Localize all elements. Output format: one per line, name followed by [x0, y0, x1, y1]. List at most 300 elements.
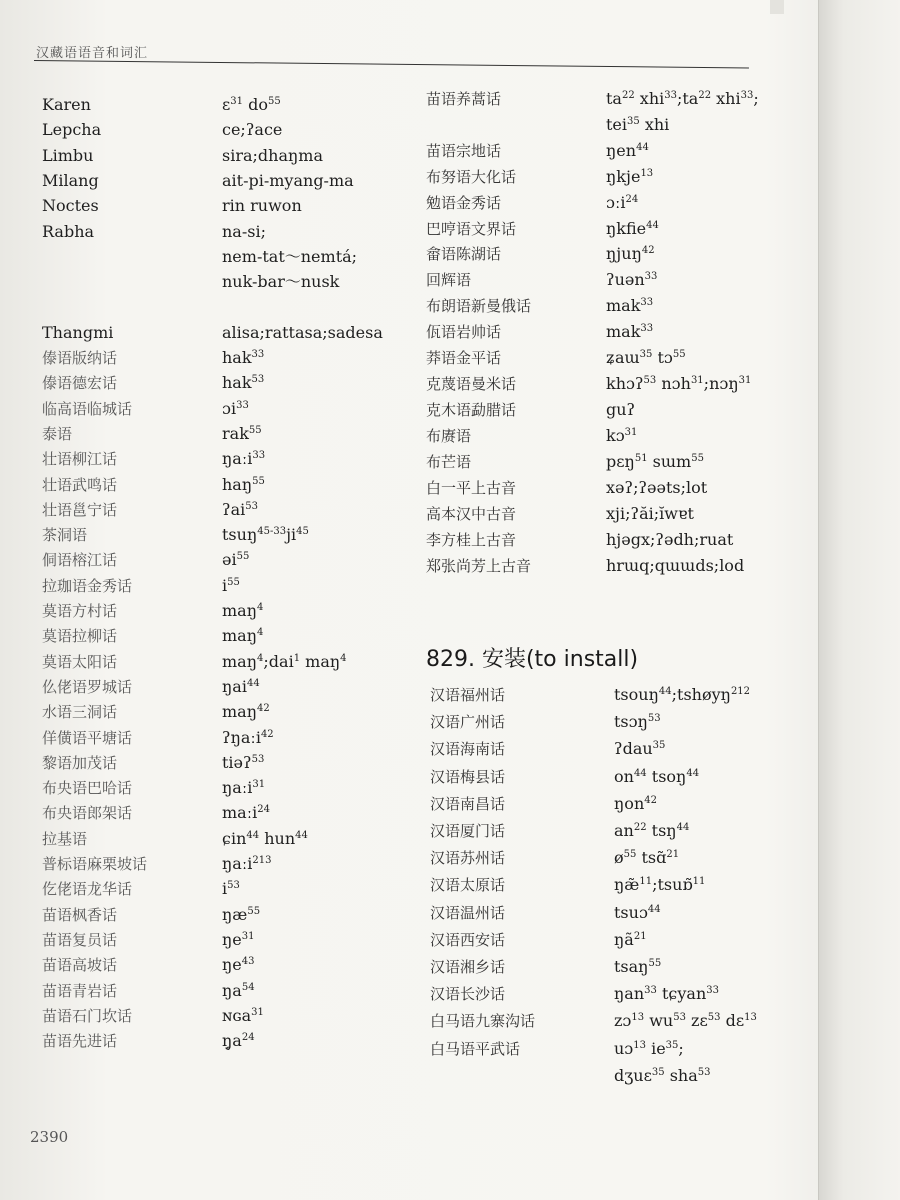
form-text: maŋ — [222, 702, 258, 722]
language-name: 拉基语 — [42, 829, 88, 848]
form-text: hak — [222, 348, 252, 367]
form-text: ji — [286, 525, 297, 545]
form-text: ta — [606, 89, 622, 108]
tone-number: 33 — [644, 271, 658, 282]
form-text: ŋaːi — [222, 449, 253, 469]
language-name: Milang — [42, 170, 99, 190]
form-text: an — [614, 821, 634, 840]
form-text: tsoŋ — [646, 766, 687, 786]
page-number: 2390 — [30, 1128, 69, 1146]
language-name: 佤语岩帅话 — [426, 323, 502, 341]
form-text: ŋæ — [222, 904, 248, 924]
form-text: xhi — [639, 115, 670, 134]
language-name: 莫语拉柳话 — [42, 627, 118, 646]
language-name: 佯僙语平塘话 — [42, 728, 133, 747]
tone-number: 44 — [676, 822, 690, 833]
form-text: ŋæ̃ — [614, 875, 640, 895]
tone-number: 21 — [633, 930, 647, 942]
language-name: Noctes — [42, 196, 99, 216]
word-form — [606, 451, 704, 473]
tone-number: 55 — [672, 349, 686, 360]
form-text: sha — [664, 1065, 698, 1085]
tone-number: 1 — [293, 652, 301, 664]
tone-number: 33 — [251, 349, 265, 360]
tone-number: 11 — [692, 876, 706, 888]
tone-number: 4 — [340, 652, 347, 664]
tone-number: 13 — [633, 1039, 646, 1051]
tone-number: 55 — [691, 453, 704, 464]
language-name: 布芒语 — [426, 453, 472, 471]
form-text: nɔh — [656, 374, 691, 393]
tone-number: 53 — [707, 1012, 721, 1024]
form-text: ø — [614, 848, 624, 868]
language-name: 苗语复员话 — [42, 930, 118, 949]
language-name: 莽语金平话 — [426, 349, 502, 367]
language-name: 苗语枫香话 — [42, 905, 118, 924]
language-name: 苗语先进话 — [42, 1032, 118, 1051]
word-form — [222, 802, 270, 824]
form-text: ŋe — [222, 929, 242, 949]
language-name: 泰语 — [42, 424, 73, 443]
word-form — [222, 954, 255, 976]
word-form — [222, 575, 240, 597]
word-form — [222, 1005, 264, 1027]
word-form — [222, 878, 240, 900]
language-name: 汉语西安话 — [430, 930, 506, 949]
form-text: ɔːi — [606, 193, 626, 212]
form-text: tsŋ — [646, 821, 677, 840]
page-edge — [818, 0, 900, 1200]
word-form — [606, 269, 657, 291]
language-name: 白马语平武话 — [430, 1039, 521, 1058]
tone-number: 53 — [245, 500, 258, 512]
tone-number: 44 — [636, 142, 649, 153]
tone-number: 31 — [251, 1006, 264, 1018]
form-text: ;tshøyŋ — [671, 685, 731, 704]
form-text: tsɔŋ — [614, 712, 648, 732]
tone-number: 33 — [640, 323, 654, 334]
tone-number: 35 — [652, 740, 666, 752]
tone-number: 35 — [639, 349, 653, 360]
tone-number: 31 — [690, 375, 704, 386]
language-name: 巴哼语文界话 — [426, 220, 517, 238]
language-name: 苗语宗地话 — [426, 142, 502, 160]
language-name: 汉语南昌话 — [430, 794, 506, 813]
tone-number: 33 — [644, 985, 657, 997]
form-text: ʔai — [222, 499, 246, 519]
language-name: 临高语临城话 — [42, 399, 133, 418]
word-form — [606, 321, 653, 343]
word-form — [606, 243, 655, 265]
form-text: ; — [753, 89, 759, 108]
tone-number: 55 — [623, 849, 637, 861]
tone-number: 44 — [246, 829, 260, 841]
tone-number: 31 — [241, 930, 255, 942]
form-text: haŋ — [222, 474, 253, 494]
language-name: 回辉语 — [426, 271, 472, 289]
language-name: 布赓语 — [426, 427, 472, 445]
form-text: rak — [222, 423, 249, 443]
tone-number: 33 — [706, 985, 719, 997]
form-text: ŋen — [606, 141, 637, 160]
language-name: 苗语石门坎话 — [42, 1006, 133, 1025]
language-name: 高本汉中古音 — [426, 505, 517, 523]
form-text: xhi — [634, 89, 665, 108]
form-text: ŋa — [222, 980, 242, 1000]
language-name: 壮语武鸣话 — [42, 475, 118, 494]
language-name: 克木语勐腊话 — [426, 401, 517, 419]
form-text: tɕyan — [656, 984, 707, 1004]
form-text: ɕin — [222, 828, 247, 848]
word-form — [222, 777, 265, 799]
word-form — [606, 373, 751, 395]
word-form — [222, 904, 260, 926]
word-form — [222, 322, 383, 344]
word-form — [222, 929, 255, 951]
form-text: ;nɔŋ — [703, 374, 739, 393]
form-text: sira;dhaŋma — [222, 145, 324, 165]
word-form — [222, 372, 264, 394]
form-text: tɔ — [652, 348, 673, 367]
word-form — [606, 529, 733, 551]
tone-number: 33 — [664, 90, 677, 101]
word-form — [614, 1010, 757, 1032]
form-text: ;tsuɒ̃ — [652, 875, 693, 895]
tone-number: 33 — [236, 399, 249, 411]
language-name: 苗语青岩话 — [42, 981, 118, 1000]
tone-number: 4 — [257, 602, 264, 613]
tone-number: 4 — [257, 652, 264, 664]
language-name: Limbu — [42, 145, 94, 165]
language-name: 汉语长沙话 — [430, 985, 506, 1004]
form-text: khɔʔ — [606, 374, 644, 393]
form-text: xji;ʔăi;ĭwɐt — [606, 504, 694, 523]
section-title: 829. 安装(to install) — [426, 647, 639, 672]
word-form — [222, 246, 357, 268]
tone-number: 45-33 — [257, 526, 287, 538]
form-text: dʒuɛ — [614, 1065, 652, 1085]
tone-number: 21 — [666, 849, 680, 861]
tone-number: 45 — [296, 526, 309, 538]
form-text: pɛŋ — [606, 452, 635, 471]
form-text: ;dai — [263, 651, 294, 671]
tone-number: 35 — [651, 1066, 665, 1078]
language-name: 傣语德宏话 — [42, 374, 118, 393]
word-form — [222, 347, 264, 369]
language-name: 布朗语新曼俄话 — [426, 297, 532, 315]
word-form — [614, 711, 661, 733]
tone-number: 44 — [686, 767, 700, 779]
tone-number: 22 — [633, 822, 647, 833]
tone-number: 22 — [621, 90, 635, 101]
word-form — [222, 980, 255, 1002]
form-text: dɛ — [720, 1011, 745, 1031]
form-text: do — [243, 95, 268, 114]
page-corner — [770, 0, 784, 14]
tone-number: 44 — [295, 829, 308, 841]
tone-number: 44 — [658, 686, 672, 697]
language-name: Lepcha — [42, 120, 102, 140]
word-form — [614, 738, 665, 760]
word-form — [222, 676, 260, 698]
form-text: maŋ — [222, 601, 258, 620]
word-form — [222, 423, 262, 445]
form-text: kɔ — [606, 426, 625, 445]
form-text: ŋai — [222, 676, 247, 696]
form-text: na-si; — [222, 221, 266, 241]
form-text: əi — [222, 550, 237, 570]
word-form — [222, 727, 274, 749]
form-text: ʑaɯ — [606, 348, 640, 367]
word-form — [606, 192, 638, 214]
word-form — [614, 1065, 710, 1087]
language-name: 侗语榕江话 — [42, 551, 118, 570]
form-text: nem-tat～nemtá; — [222, 246, 358, 266]
language-name: 汉语温州话 — [430, 903, 506, 922]
language-name: Thangmi — [42, 322, 114, 342]
language-name: 布央语郎架话 — [42, 804, 133, 823]
form-text: zɛ — [685, 1011, 708, 1031]
word-form — [606, 503, 694, 525]
word-form — [222, 448, 265, 470]
tone-number: 55 — [252, 475, 265, 487]
tone-number: 4 — [257, 627, 264, 639]
tone-number: 24 — [241, 1032, 255, 1044]
word-form — [606, 555, 744, 577]
form-text: i — [222, 879, 228, 899]
word-form — [222, 651, 347, 673]
form-text: tiəʔ — [222, 752, 252, 772]
tone-number: 11 — [639, 876, 653, 888]
form-text: ŋan — [614, 984, 645, 1004]
tone-number: 13 — [640, 168, 654, 179]
tone-number: 55 — [248, 424, 262, 436]
language-name: 李方桂上古音 — [426, 531, 517, 549]
form-text: ŋã — [614, 929, 634, 949]
form-text: hun — [259, 828, 296, 848]
form-text: tsuŋ — [222, 525, 258, 545]
word-form — [606, 140, 649, 162]
tone-number: 35 — [627, 116, 640, 127]
language-name: 莫语方村话 — [42, 602, 118, 620]
tone-number: 55 — [227, 576, 240, 588]
tone-number: 35 — [665, 1039, 679, 1051]
tone-number: 212 — [730, 686, 751, 697]
form-text: maːi — [222, 803, 258, 823]
form-text: ŋaːi — [222, 854, 253, 873]
tone-number: 31 — [624, 427, 638, 438]
form-text: hrɯq;qɯɯds;lod — [606, 556, 745, 575]
word-form — [606, 399, 635, 421]
language-name: 汉语广州话 — [430, 713, 506, 732]
word-form — [222, 94, 281, 116]
word-form — [614, 820, 689, 842]
language-name: 苗语高坡话 — [42, 956, 118, 975]
word-form — [614, 793, 657, 815]
word-form — [222, 221, 266, 243]
language-name: 仫佬语罗城话 — [42, 677, 133, 696]
word-form — [606, 218, 659, 240]
word-form — [614, 956, 661, 978]
form-text: ʔuən — [606, 270, 645, 289]
word-form — [222, 119, 282, 141]
form-text: hjəgx;ʔədh;ruat — [606, 530, 734, 549]
tone-number: 33 — [252, 450, 266, 462]
language-name: 勉语金秀话 — [426, 194, 502, 212]
tone-number: 53 — [673, 1012, 686, 1024]
form-text: ʔdau — [614, 739, 653, 759]
tone-number: 55 — [247, 905, 261, 917]
form-text: xhi — [711, 89, 741, 108]
language-name: 汉语太原话 — [430, 876, 506, 895]
form-text: ɔi — [222, 398, 237, 418]
tone-number: 42 — [257, 703, 270, 715]
word-form — [222, 271, 339, 293]
tone-number: 22 — [698, 90, 712, 101]
form-text: ɛ — [222, 95, 231, 114]
word-form — [606, 295, 653, 317]
word-form — [222, 701, 270, 723]
form-text: ŋe — [222, 955, 242, 975]
tone-number: 53 — [697, 1066, 711, 1078]
form-text: ŋkfie — [606, 219, 647, 238]
word-form — [606, 88, 759, 110]
tone-number: 55 — [268, 96, 281, 107]
form-text: xəʔ;ʔəəts;lot — [606, 478, 708, 497]
form-text: ŋ̥a — [222, 1031, 242, 1051]
word-form — [222, 499, 258, 521]
language-name: 黎语加茂话 — [42, 753, 118, 772]
word-form — [606, 166, 653, 188]
language-name: 白马语九寨沟话 — [430, 1012, 536, 1031]
tone-number: 44 — [647, 903, 661, 915]
tone-number: 33 — [740, 90, 754, 101]
word-form — [606, 114, 669, 136]
word-form — [222, 625, 263, 647]
language-name: 汉语海南话 — [430, 740, 506, 759]
tone-number: 44 — [246, 677, 260, 689]
tone-number: 53 — [251, 374, 265, 386]
tone-number: 42 — [644, 794, 657, 806]
word-form — [222, 474, 265, 496]
form-text: tsaŋ — [614, 957, 649, 976]
language-name: Rabha — [42, 221, 95, 241]
form-text: hak — [222, 373, 252, 393]
form-text: ce;ʔace — [222, 120, 283, 140]
form-text: maŋ — [222, 626, 258, 646]
tone-number: 55 — [236, 551, 250, 563]
form-text: mak — [606, 322, 641, 341]
form-text: ŋon — [614, 793, 645, 813]
word-form — [222, 853, 271, 875]
language-name: 拉珈语金秀话 — [42, 576, 133, 595]
form-text: maŋ — [300, 651, 341, 671]
tone-number: 24 — [625, 194, 639, 205]
form-text: ŋjuŋ — [606, 244, 642, 263]
form-text: tsouŋ — [614, 685, 659, 704]
language-name: 普标语麻栗坡话 — [42, 855, 148, 873]
form-text: ɴɢa — [222, 1005, 252, 1025]
word-form — [614, 983, 719, 1005]
tone-number: 51 — [634, 453, 648, 464]
tone-number: 43 — [241, 956, 255, 968]
word-form — [222, 195, 302, 217]
word-form — [222, 600, 263, 622]
word-form — [222, 1030, 255, 1052]
word-form — [222, 549, 249, 571]
word-form — [222, 398, 249, 420]
language-name: 茶洞语 — [42, 526, 88, 545]
tone-number: 44 — [633, 767, 647, 779]
word-form — [614, 684, 750, 706]
language-name: 汉语福州话 — [430, 686, 506, 704]
tone-number: 213 — [252, 855, 272, 866]
form-text: tsɑ̃ — [636, 848, 667, 868]
language-name: 傣语版纳话 — [42, 349, 118, 367]
word-form — [606, 477, 707, 499]
tone-number: 53 — [647, 713, 661, 725]
word-form — [222, 752, 264, 774]
language-name: 水语三洞话 — [42, 703, 118, 722]
language-name: 汉语苏州话 — [430, 849, 506, 868]
language-name: 汉语梅县话 — [430, 767, 506, 786]
form-text: zɔ — [614, 1011, 632, 1031]
language-name: 郑张尚芳上古音 — [426, 557, 532, 575]
word-form — [614, 847, 679, 869]
form-text: rin ruwon — [222, 196, 302, 216]
tone-number: 54 — [241, 981, 255, 993]
form-text: ;ta — [676, 89, 699, 108]
word-form — [614, 902, 661, 924]
tone-number: 44 — [646, 220, 659, 231]
tone-number: 31 — [230, 96, 244, 107]
tone-number: 42 — [641, 245, 655, 256]
tone-number: 53 — [251, 753, 265, 765]
form-text: tei — [606, 115, 628, 134]
form-text: ŋaːi — [222, 778, 253, 798]
language-name: 汉语厦门话 — [430, 822, 506, 840]
form-text: ʔŋaːi — [222, 727, 261, 747]
word-form — [606, 425, 637, 447]
form-text: mak — [606, 296, 641, 315]
form-text: sɯm — [647, 452, 692, 471]
word-form — [222, 524, 309, 546]
form-text: ait-pi-myang-ma — [222, 170, 354, 190]
word-form — [614, 766, 699, 788]
language-name: 莫语太阳话 — [42, 652, 118, 671]
tone-number: 31 — [738, 375, 752, 386]
word-form — [222, 170, 354, 192]
tone-number: 42 — [260, 728, 274, 740]
language-name: 布央语巴哈话 — [42, 779, 133, 798]
language-name: 畲语陈湖话 — [426, 245, 502, 263]
form-text: uɔ — [614, 1038, 634, 1058]
word-form — [614, 874, 705, 896]
language-name: 布努语大化话 — [426, 168, 517, 186]
language-name: Karen — [42, 95, 91, 114]
language-name: 汉语湘乡话 — [430, 958, 506, 976]
word-form — [614, 929, 647, 951]
language-name: 仡佬语龙华话 — [42, 880, 133, 899]
form-text: ; — [678, 1038, 684, 1058]
form-text: tsuɔ — [614, 902, 648, 922]
tone-number: 33 — [640, 297, 654, 308]
tone-number: 53 — [643, 375, 657, 386]
tone-number: 24 — [257, 804, 270, 816]
word-form — [614, 1038, 684, 1060]
language-name: 苗语养蒿话 — [426, 90, 502, 108]
language-name: 壮语邕宁话 — [42, 500, 118, 519]
